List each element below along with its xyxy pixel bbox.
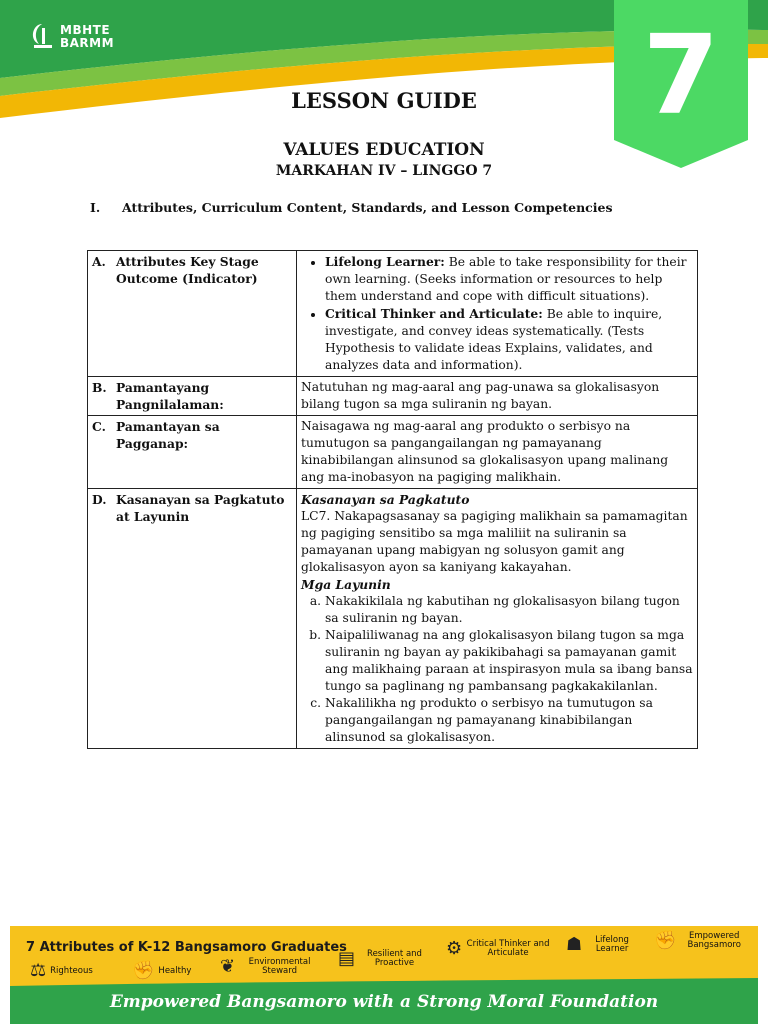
row-label-cell (88, 377, 297, 416)
row-label-cell (88, 416, 297, 489)
attribute-description: Be able to take responsibility for their own learning. (Seeks information or resources to help them understand and cope with difficult situations). (325, 255, 687, 303)
attribute-resilient-proactive (338, 950, 430, 968)
row-label: Pamantayan sa Pagganap: (116, 419, 220, 451)
row-label: Kasanayan sa Pagkatuto at Layunin (116, 492, 285, 524)
competency-heading: Kasanayan sa Pagkatuto (301, 492, 470, 507)
logo-line-2: BARMM (60, 36, 115, 50)
table-row (88, 251, 698, 377)
grade-number: 7 (642, 11, 720, 139)
list-item: a. Nakakikilala ng kabutihan ng glokalisasyon bilang tugon sa suliranin ng bayan. (325, 593, 693, 627)
row-key: A. (92, 254, 106, 269)
lesson-table (87, 250, 698, 749)
attribute-description: Be able to inquire, investigate, and convey ideas systematically. (Tests Hypothesis to validate ideas Explains, validates, and analyzes data and information). (325, 307, 663, 372)
competency-text: LC7. Nakapagsasanay sa pagiging malikhain sa pamamagitan ng pagiging sensitibo sa mga maliliit na suliranin sa pamayanan upang mabigyan ng solusyon gamit ang glokalisasyon ayon sa kaniyang kakayahan. (301, 509, 688, 574)
attribute-label: Resilient and Proactive (367, 949, 422, 968)
attribute-list (301, 253, 693, 374)
list-item: b. Naipaliliwanag na ang glokalisasyon bilang tugon sa mga suliranin ng bayan ay pakikibahagi sa pamayanan gamit ang malikhaing paraan at inspirasyon mula sa ibang bansa tungo sa paglinang ng pambansang pagkakakilanlan. (325, 627, 693, 695)
footer-title: 7 Attributes of K-12 Bangsamoro Graduates (26, 940, 347, 955)
reader-icon: ☗ (566, 934, 583, 955)
row-content-cell (297, 251, 698, 377)
table-row (88, 377, 698, 416)
attribute-name: Lifelong Learner: (325, 254, 445, 269)
section-heading (90, 200, 674, 216)
row-label-cell (88, 251, 297, 377)
hands-plant-icon: ❦ (220, 956, 236, 977)
subject-title: VALUES EDUCATION (283, 140, 485, 160)
attribute-critical-thinker (446, 940, 550, 958)
page-title: LESSON GUIDE (291, 88, 477, 113)
strong-arm-icon: ✊ (132, 960, 155, 981)
list-item: c. Nakalilikha ng produkto o serbisyo na tumutugon sa pangangailangan ng pamayanang kinabibilangan alinsunod sa glokalisasyon. (325, 695, 693, 746)
attribute-label: Lifelong Learner (595, 935, 629, 954)
objectives-list (301, 593, 693, 746)
scales-icon: ⚖ (30, 960, 47, 981)
attribute-label: Critical Thinker and Articulate (466, 939, 550, 958)
head-gears-icon: ⚙ (446, 938, 463, 959)
crescent-tower-icon (30, 22, 54, 52)
quarter-week-title: MARKAHAN IV – LINGGO 7 (275, 163, 493, 179)
section-text: Attributes, Curriculum Content, Standards, and Lesson Competencies (122, 200, 613, 215)
table-row (88, 416, 698, 489)
row-label: Pamantayang Pangnilalaman: (116, 380, 224, 412)
list-item (325, 305, 693, 374)
logo-line-1: MBHTE (60, 23, 111, 37)
row-content-cell: Naisagawa ng mag-aaral ang produkto o serbisyo na tumutugon sa pangangailangan ng pamayanang kinabibilangan alinsunod sa glokalisasyon upang malinang ang ma-inobasyon na pagiging malikhain. (297, 416, 698, 489)
table-row (88, 489, 698, 749)
attribute-label: Environmental Steward (248, 957, 311, 976)
section-number: I. (90, 200, 101, 215)
attribute-empowered-bangsamoro (654, 932, 748, 950)
list-item (325, 253, 693, 305)
attribute-label: Empowered Bangsamoro (687, 931, 741, 950)
row-content-cell: Natutuhan ng mag-aaral ang pag-unawa sa glokalisasyon bilang tugon sa mga suliranin ng bayan. (297, 377, 698, 416)
footer-motto: Empowered Bangsamoro with a Strong Moral Foundation (109, 992, 659, 1012)
row-label-cell (88, 489, 297, 749)
objectives-heading: Mga Layunin (301, 577, 391, 592)
mbhte-logo (30, 22, 114, 52)
attribute-environmental-steward (220, 958, 320, 976)
row-key: D. (92, 492, 107, 507)
row-label: Attributes Key Stage Outcome (Indicator) (116, 254, 259, 286)
attribute-lifelong-learner (566, 936, 638, 954)
attribute-label: Righteous (50, 965, 93, 976)
row-content-cell (297, 489, 698, 749)
rising-steps-icon: ▤ (338, 948, 356, 969)
raised-fist-icon: ✊ (654, 930, 677, 951)
row-key: B. (92, 380, 107, 395)
attribute-righteous (30, 962, 93, 980)
attribute-healthy (132, 962, 191, 980)
attribute-label: Healthy (158, 965, 192, 976)
attribute-name: Critical Thinker and Articulate: (325, 306, 543, 321)
row-key: C. (92, 419, 106, 434)
